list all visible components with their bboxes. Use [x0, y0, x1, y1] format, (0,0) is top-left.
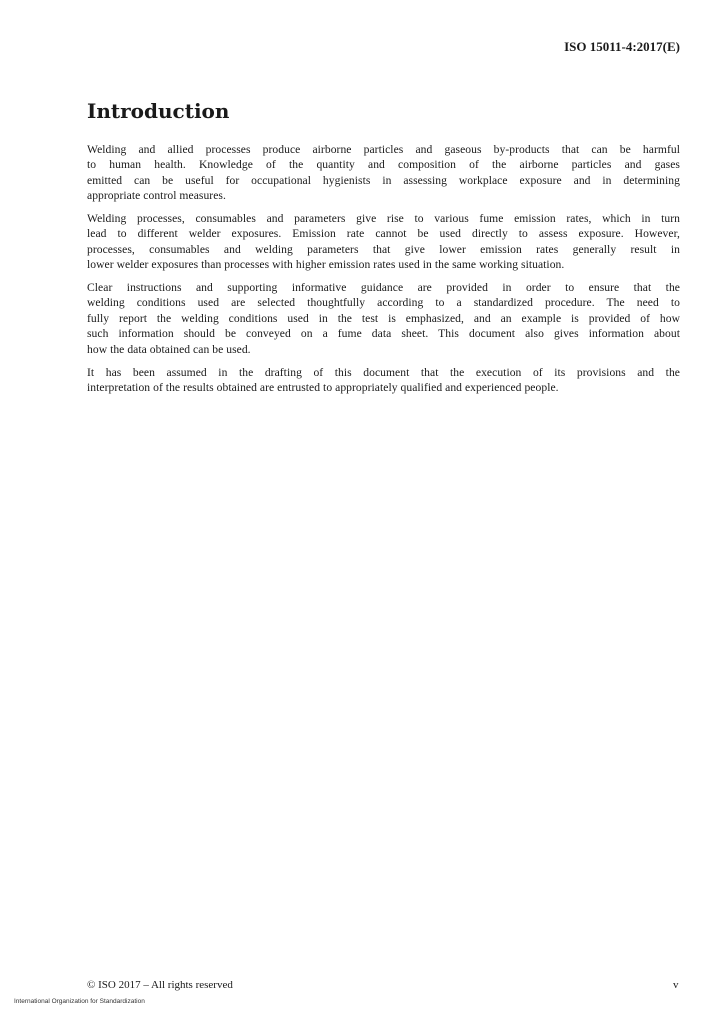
section-title: Introduction [87, 99, 230, 123]
document-id-header: ISO 15011-4:2017(E) [564, 39, 680, 54]
text-line: how the data obtained can be used. [87, 342, 251, 356]
paragraph [87, 365, 680, 396]
paragraph [87, 280, 680, 357]
text-line: lead to different welder exposures. Emission rate cannot be used directly to assess exposure. However, [87, 227, 680, 241]
paragraph [87, 211, 680, 273]
text-line: Welding and allied processes produce airborne particles and gaseous by-products that can be harmful [87, 143, 680, 156]
copyright-footer: © ISO 2017 – All rights reserved [87, 979, 233, 991]
text-line: welding conditions used are selected thoughtfully according to a standardized procedure. The need to [87, 296, 680, 310]
text-line: such information should be conveyed on a fume data sheet. This document also gives information about [87, 327, 680, 341]
page-number: v [673, 979, 679, 991]
text-line: processes, consumables and welding parameters that give lower emission rates generally result in [87, 242, 680, 256]
text-line: emitted can be useful for occupational hygienists in assessing workplace exposure and in determining [87, 173, 680, 187]
text-line: lower welder exposures than processes with higher emission rates used in the same working situation. [87, 258, 565, 272]
watermark: International Organization for Standardization [14, 998, 145, 1005]
text-line: to human health. Knowledge of the quantity and composition of the airborne particles and gases [87, 158, 680, 172]
text-line: Welding processes, consumables and parameters give rise to various fume emission rates, which in turn [87, 212, 680, 225]
text-line: Clear instructions and supporting informative guidance are provided in order to ensure that the [87, 281, 680, 294]
paragraph [87, 142, 680, 204]
text-line: It has been assumed in the drafting of this document that the execution of its provisions and the [87, 366, 680, 379]
text-line: fully report the welding conditions used in the test is emphasized, and an example is provided of how [87, 311, 680, 325]
text-line: appropriate control measures. [87, 189, 226, 203]
text-line: interpretation of the results obtained are entrusted to appropriately qualified and experienced people. [87, 381, 559, 395]
